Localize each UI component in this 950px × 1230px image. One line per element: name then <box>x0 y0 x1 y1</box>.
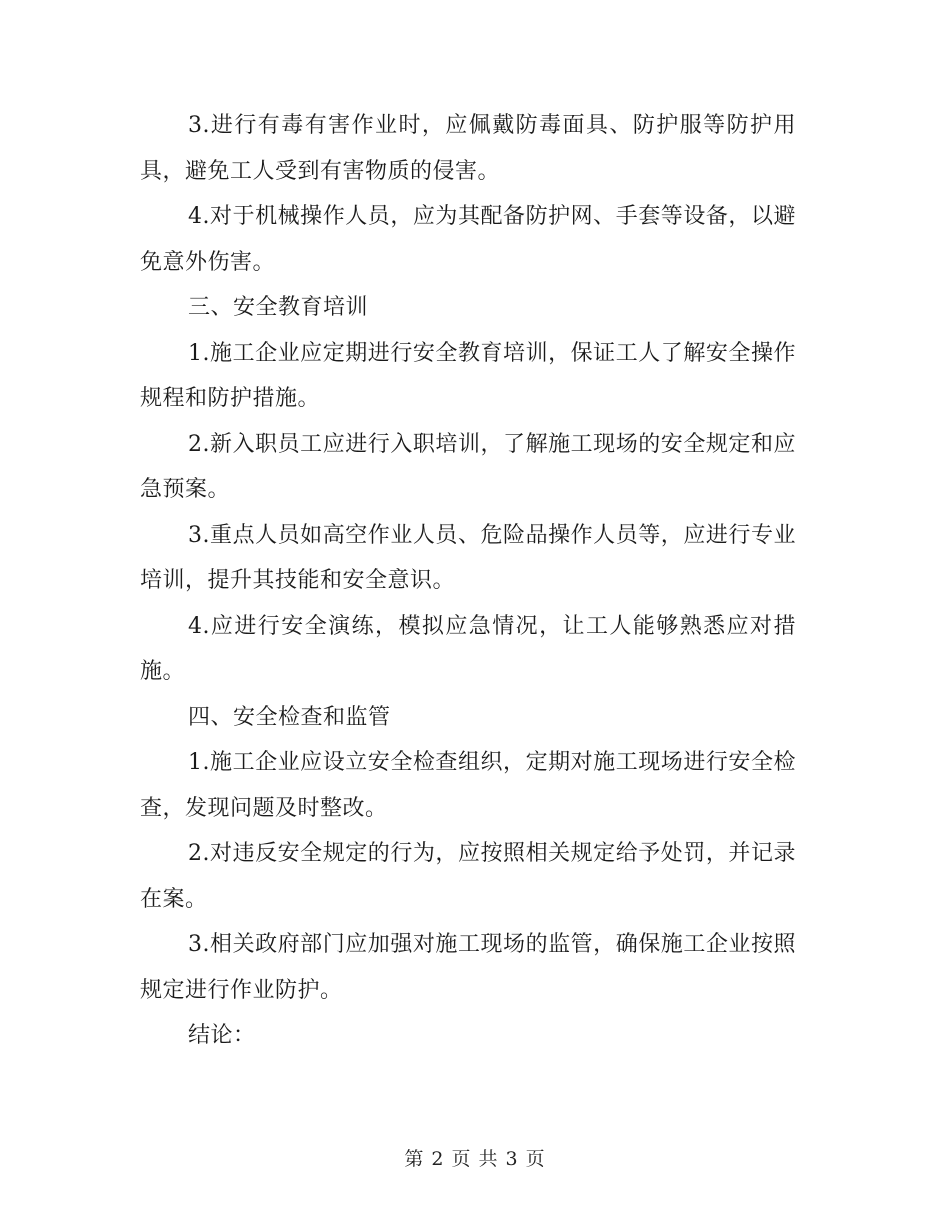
paragraph-inspection-organization: 1.施工企业应设立安全检查组织，定期对施工现场进行安全检查，发现问题及时整改。 <box>140 750 796 821</box>
paragraph-machine-operators: 4.对于机械操作人员，应为其配备防护网、手套等设备，以避免意外伤害。 <box>140 204 796 275</box>
section-heading-conclusion: 结论： <box>188 1023 256 1048</box>
page-number-footer: 第 2 页 共 3 页 <box>404 1148 546 1170</box>
paragraph-violation-penalties: 2.对违反安全规定的行为，应按照相关规定给予处罚，并记录在案。 <box>140 841 796 912</box>
paragraph-safety-drills: 4.应进行安全演练，模拟应急情况，让工人能够熟悉应对措施。 <box>140 613 796 684</box>
paragraph-key-personnel-training: 3.重点人员如高空作业人员、危险品操作人员等，应进行专业培训，提升其技能和安全意识。 <box>140 522 796 593</box>
paragraph-protective-gear-toxic: 3.进行有毒有害作业时，应佩戴防毒面具、防护服等防护用具，避免工人受到有害物质的侵害。 <box>140 113 796 184</box>
section-heading-inspection-supervision: 四、安全检查和监管 <box>188 704 391 730</box>
paragraph-government-supervision: 3.相关政府部门应加强对施工现场的监管，确保施工企业按照规定进行作业防护。 <box>140 932 796 1003</box>
paragraph-regular-training: 1.施工企业应定期进行安全教育培训，保证工人了解安全操作规程和防护措施。 <box>140 340 796 411</box>
document-body <box>140 103 796 1059</box>
paragraph-onboarding-training: 2.新入职员工应进行入职培训，了解施工现场的安全规定和应急预案。 <box>140 431 796 502</box>
section-heading-safety-training: 三、安全教育培训 <box>188 295 369 320</box>
